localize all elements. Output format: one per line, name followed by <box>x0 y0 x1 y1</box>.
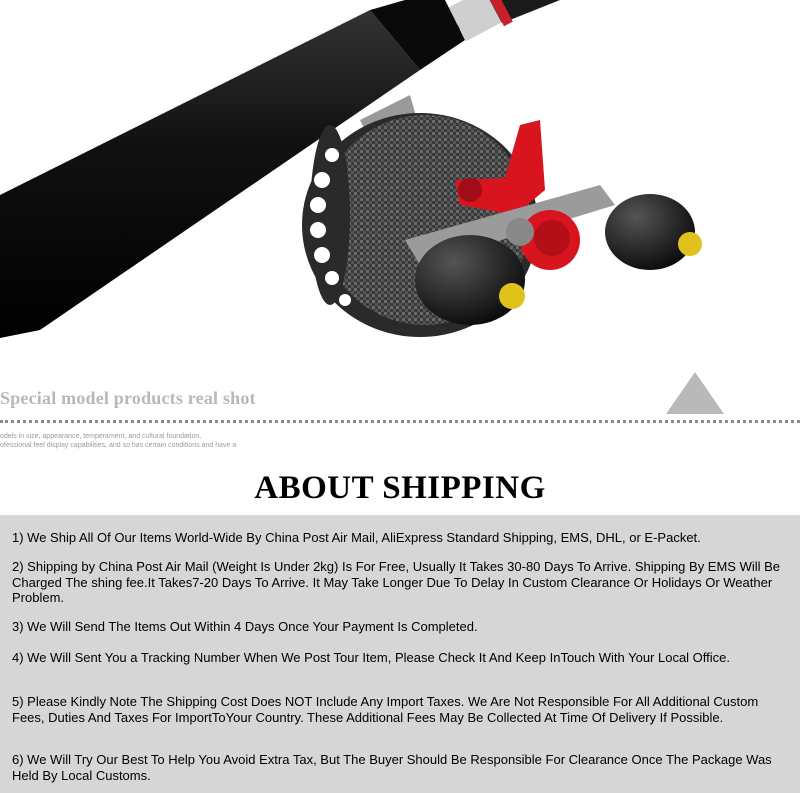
shipping-heading: ABOUT SHIPPING <box>254 470 546 506</box>
shipping-item-6: 6) We Will Try Our Best To Help You Avoid Extra Tax, But The Buyer Should Be Responsible For Clearance Once The Package Was Held By Local Customs. <box>12 752 772 783</box>
handle-knob-left <box>415 235 525 325</box>
triangle-decoration-icon <box>666 372 724 414</box>
shipping-item-1: 1) We Ship All Of Our Items World-Wide By China Post Air Mail, AliExpress Standard Shipping, EMS, DHL, or E-Packet. <box>12 530 701 545</box>
shipping-info-box <box>0 515 800 793</box>
dotted-divider <box>0 420 800 423</box>
shipping-item-2: 2) Shipping by China Post Air Mail (Weight Is Under 2kg) Is For Free, Usually It Takes 30-80 Days To Arrive. Shipping By EMS Will Be Charged The shing fee.It Takes7-20 Days To Arrive. It May Take Longer Due To Delay In Custom Clearance Or Holidays Or Weather Problem. <box>12 559 781 605</box>
caption-note-1: odels in size, appearance, temperament, and cultural foundation, <box>0 433 202 440</box>
shipping-item-3: 3) We Will Send The Items Out Within 4 Days Once Your Payment Is Completed. <box>12 619 478 634</box>
fishing-reel-illustration <box>0 0 800 380</box>
caption-strip <box>0 380 800 460</box>
product-photo <box>0 0 800 380</box>
handle-knob-right <box>605 194 702 270</box>
shipping-item-4: 4) We Will Sent You a Tracking Number When We Post Tour Item, Please Check It And Keep InTouch With Your Local Office. <box>12 650 731 665</box>
caption-title: Special model products real shot <box>0 388 256 408</box>
caption-note-2: ofessional feel display capabilities, and so has certain conditions and have a <box>0 442 237 449</box>
shipping-item-5: 5) Please Kindly Note The Shipping Cost Does NOT Include Any Import Taxes. We Are Not Responsible For All Additional Custom Fees, Duties And Taxes For ImportToYour Country. These Additional Fees May Be Collected At Time Of Delivery If Possible. <box>12 694 759 725</box>
